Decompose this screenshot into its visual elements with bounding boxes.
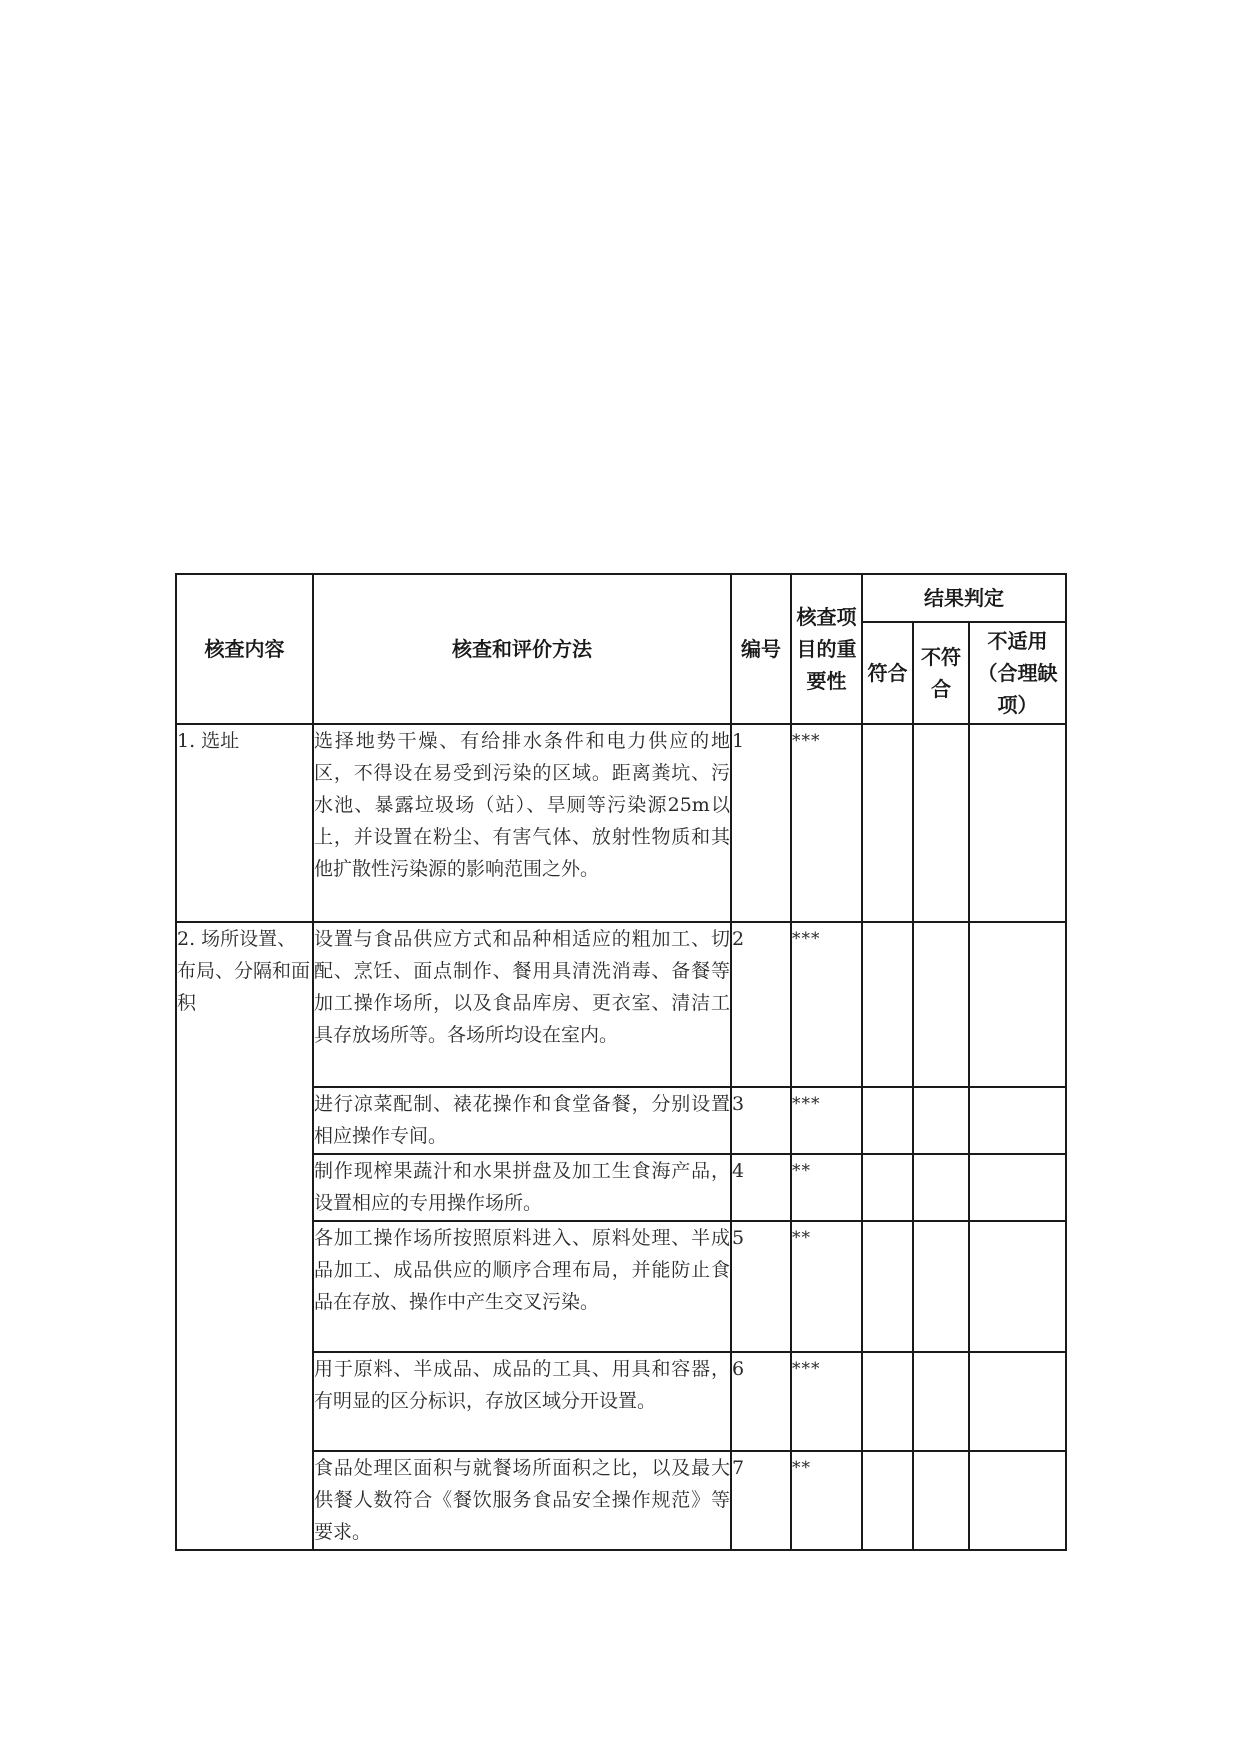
item-number-cell: 7 [731,1451,791,1550]
importance-cell: ** [791,1154,862,1221]
not-applicable-result-cell[interactable] [969,724,1066,922]
header-conform: 符合 [862,622,913,724]
item-number-cell: 1 [731,724,791,922]
conform-result-cell[interactable] [862,724,913,922]
nonconform-result-cell[interactable] [913,922,969,1087]
conform-result-cell[interactable] [862,1451,913,1550]
nonconform-result-cell[interactable] [913,1352,969,1451]
inspection-checklist-table [175,573,1067,1551]
nonconform-result-cell[interactable] [913,1451,969,1550]
evaluation-method-cell: 用于原料、半成品、成品的工具、用具和容器，有明显的区分标识，存放区域分开设置。 [313,1352,731,1451]
importance-cell: ** [791,1221,862,1352]
header-number: 编号 [731,574,791,724]
not-applicable-result-cell[interactable] [969,1451,1066,1550]
item-number-cell: 3 [731,1087,791,1154]
evaluation-method-cell: 设置与食品供应方式和品种相适应的粗加工、切配、烹饪、面点制作、餐用具清洗消毒、备餐等加工操作场所，以及食品库房、更衣室、清洁工具存放场所等。各场所均设在室内。 [313,922,731,1087]
conform-result-cell[interactable] [862,1221,913,1352]
item-number-cell: 2 [731,922,791,1087]
table-header [176,574,1066,724]
not-applicable-result-cell[interactable] [969,922,1066,1087]
item-number-cell: 5 [731,1221,791,1352]
header-result-judgement: 结果判定 [862,574,1066,622]
not-applicable-result-cell[interactable] [969,1352,1066,1451]
nonconform-result-cell[interactable] [913,1154,969,1221]
item-number-cell: 4 [731,1154,791,1221]
conform-result-cell[interactable] [862,922,913,1087]
importance-cell: *** [791,724,862,922]
header-nonconform: 不符合 [913,622,969,724]
table-row [176,724,1066,922]
header-evaluation-method: 核查和评价方法 [313,574,731,724]
header-not-applicable: 不适用（合理缺项） [969,622,1066,724]
importance-cell: *** [791,1087,862,1154]
inspection-checklist-page [175,573,1065,1551]
nonconform-result-cell[interactable] [913,1087,969,1154]
header-importance: 核查项目的重要性 [791,574,862,724]
nonconform-result-cell[interactable] [913,1221,969,1352]
evaluation-method-cell: 食品处理区面积与就餐场所面积之比，以及最大供餐人数符合《餐饮服务食品安全操作规范》等要求。 [313,1451,731,1550]
header-check-content: 核查内容 [176,574,313,724]
nonconform-result-cell[interactable] [913,724,969,922]
conform-result-cell[interactable] [862,1087,913,1154]
not-applicable-result-cell[interactable] [969,1154,1066,1221]
conform-result-cell[interactable] [862,1352,913,1451]
evaluation-method-cell: 选择地势干燥、有给排水条件和电力供应的地区，不得设在易受到污染的区域。距离粪坑、污水池、暴露垃圾场（站）、旱厕等污染源25m以上，并设置在粉尘、有害气体、放射性物质和其他扩散性污染源的影响范围之外。 [313,724,731,922]
table-row [176,922,1066,1087]
evaluation-method-cell: 进行凉菜配制、裱花操作和食堂备餐，分别设置相应操作专间。 [313,1087,731,1154]
evaluation-method-cell: 各加工操作场所按照原料进入、原料处理、半成品加工、成品供应的顺序合理布局，并能防止食品在存放、操作中产生交叉污染。 [313,1221,731,1352]
importance-cell: ** [791,1451,862,1550]
conform-result-cell[interactable] [862,1154,913,1221]
item-number-cell: 6 [731,1352,791,1451]
not-applicable-result-cell[interactable] [969,1221,1066,1352]
check-content-cell: 1. 选址 [176,724,313,922]
evaluation-method-cell: 制作现榨果蔬汁和水果拼盘及加工生食海产品，设置相应的专用操作场所。 [313,1154,731,1221]
check-content-cell: 2. 场所设置、布局、分隔和面积 [176,922,313,1550]
table-body [176,724,1066,1550]
not-applicable-result-cell[interactable] [969,1087,1066,1154]
importance-cell: *** [791,922,862,1087]
importance-cell: *** [791,1352,862,1451]
